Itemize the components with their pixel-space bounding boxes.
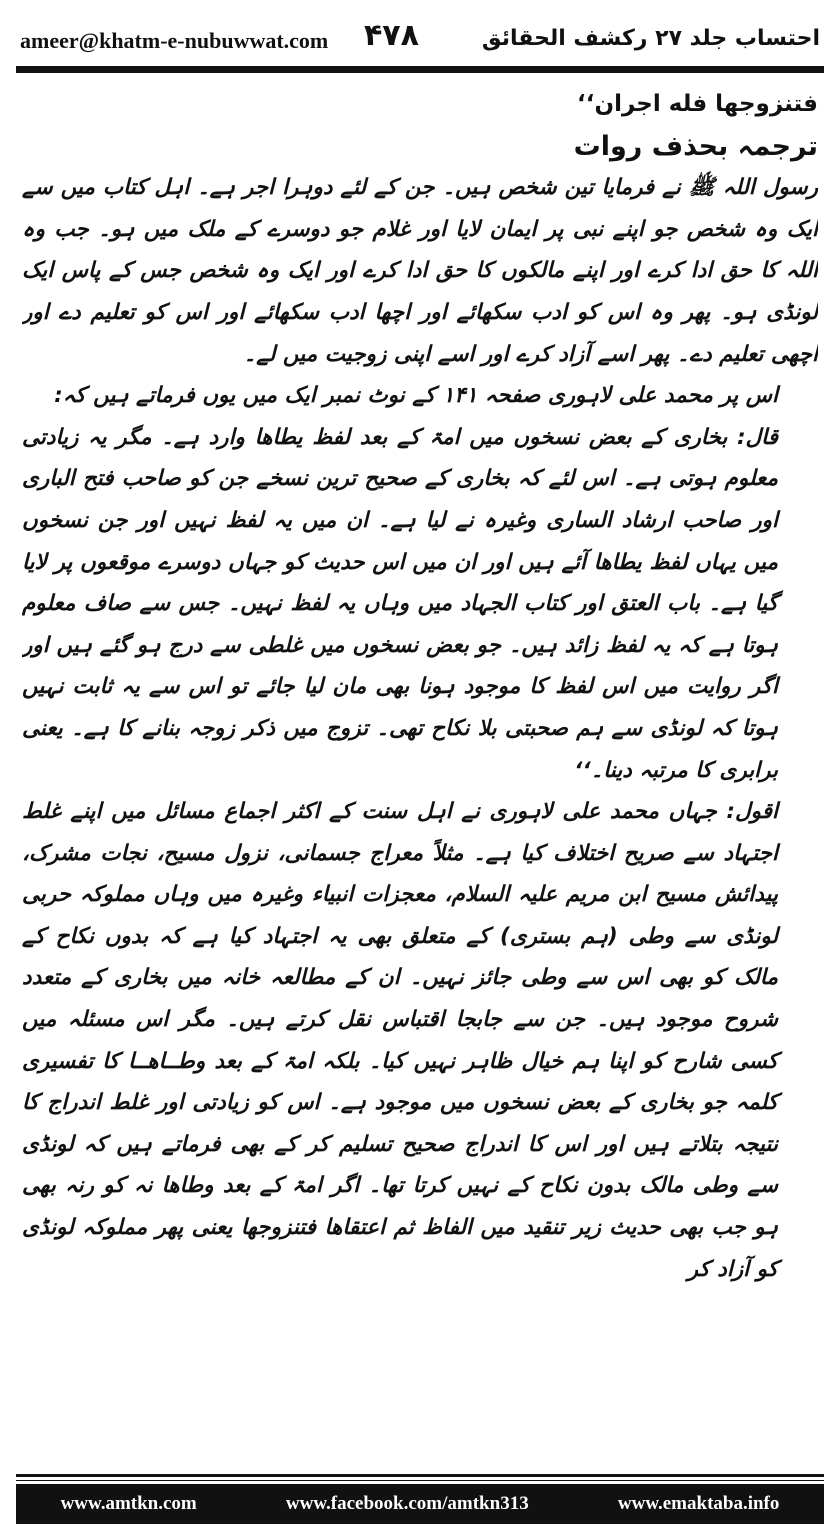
footer-link-emaktaba[interactable]: www.emaktaba.info xyxy=(617,1493,780,1514)
header-email: ameer@khatm-e-nubuwwat.com xyxy=(20,28,329,53)
paragraph-translation: رسول اللہ ﷺ نے فرمایا تین شخص ہیں۔ جن کے لئے دوہرا اجر ہے۔ اہل کتاب میں سے ایک وہ شخص جو اپنے نبی پر ایمان لایا اور غلام جو دوسرے کے ملک میں ہو۔ جب وہ اللہ کا حق ادا کرے اور اپنے مالکوں کا حق ادا کرے اور ایک وہ شخص جس کے پاس ایک لونڈی ہو۔ پھر وہ اس کو ادب سکھائے اور اچھا ادب سکھائے اور اس کو تعلیم دے اور اچھی تعلیم دے۔ پھر اسے آزاد کرے اور اسے اپنی زوجیت میں لے۔ xyxy=(22,175,818,367)
arabic-quote-line: فتنزوجها فله اجران‘‘ xyxy=(576,91,818,117)
footer-rule-thin xyxy=(16,1480,824,1481)
section-heading: ترجمہ بحذف روات xyxy=(573,130,818,162)
page-number: ۴۷۸ xyxy=(364,18,419,53)
footer-link-facebook[interactable]: www.facebook.com/amtkn313 xyxy=(285,1493,529,1514)
page-body xyxy=(22,84,818,1459)
page-header xyxy=(16,14,824,66)
paragraph-intro: اس پر محمد علی لاہوری صفحہ ۱۴۱ کے نوٹ نمبر ایک میں یوں فرماتے ہیں کہ: xyxy=(54,383,778,409)
paragraph-response: اقول: جہاں محمد علی لاہوری نے اہل سنت کے اکثر اجماع مسائل میں اپنے غلط اجتہاد سے صریح اختلاف کیا ہے۔ مثلاً معراج جسمانی، نزول مسیح، نجات مشرک، پیدائش مسیح ابن مریم علیہ السلام، معجزات انبیاء وغیرہ میں وہاں مملوکہ حربی لونڈی سے وطی (ہم بستری) کے متعلق بھی یہ اجتہاد کیا ہے کہ بدوں نکاح کے مالک کو بھی اس سے وطی جائز نہیں۔ ان کے مطالعہ خانہ میں بخاری کے متعدد شروح موجود ہیں۔ جن سے جابجا اقتباس نقل کرتے ہیں۔ مگر اس مسئلہ میں کسی شارح کو اپنا ہم خیال ظاہر نہیں کیا۔ بلکہ امۃ کے بعد وطــاھــا کا تفسیری کلمہ جو بخاری کے بعض نسخوں میں موجود ہے۔ اس کو زیادتی اور غلط اندراج کا نتیجہ بتلاتے ہیں اور اس کا اندراج صحیح تسلیم کر کے بھی فرماتے ہیں کہ لونڈی سے وطی مالک بدون نکاح کے نہیں کرتا تھا۔ اگر امۃ کے بعد وطاھا نہ کو رنہ بھی ہو جب بھی حدیث زیر تنقید میں الفاظ ثم اعتقاھا فتنزوجھا یعنی پھر مملوکہ لونڈی کو آزاد کر xyxy=(22,799,778,1282)
header-rule xyxy=(16,66,824,73)
book-title: احتساب جلد ۲۷ رکشف الحقائق xyxy=(481,26,820,51)
footer-link-amtkn[interactable]: www.amtkn.com xyxy=(60,1493,197,1514)
footer-rule xyxy=(16,1474,824,1477)
paragraph-quote: قال: بخاری کے بعض نسخوں میں امۃ کے بعد لفظ یطاھا وارد ہے۔ مگر یہ زیادتی معلوم ہوتی ہے۔ اس لئے کہ بخاری کے صحیح ترین نسخے جن کو صاحب فتح الباری اور صاحب ارشاد الساری وغیرہ نے لیا ہے۔ ان میں یہ لفظ نہیں اور جن نسخوں میں یہاں لفظ یطاھا آئے ہیں اور ان میں اس حدیث کو جہاں دوسرے موقعوں پر لایا گیا ہے۔ باب العتق اور کتاب الجہاد میں وہاں یہ لفظ نہیں۔ جس سے صاف معلوم ہوتا ہے کہ یہ لفظ زائد ہیں۔ جو بعض نسخوں میں غلطی سے درج ہو گئے ہیں اور اگر روایت میں اس لفظ کا موجود ہونا بھی مان لیا جائے تو اس سے یہ ثابت نہیں ہوتا کہ لونڈی سے ہم صحبتی بلا نکاح تھی۔ تزوج میں ذکر زوجہ بنانے کا ہے۔ یعنی برابری کا مرتبہ دینا۔‘‘ xyxy=(22,424,778,783)
page-footer xyxy=(16,1484,824,1524)
